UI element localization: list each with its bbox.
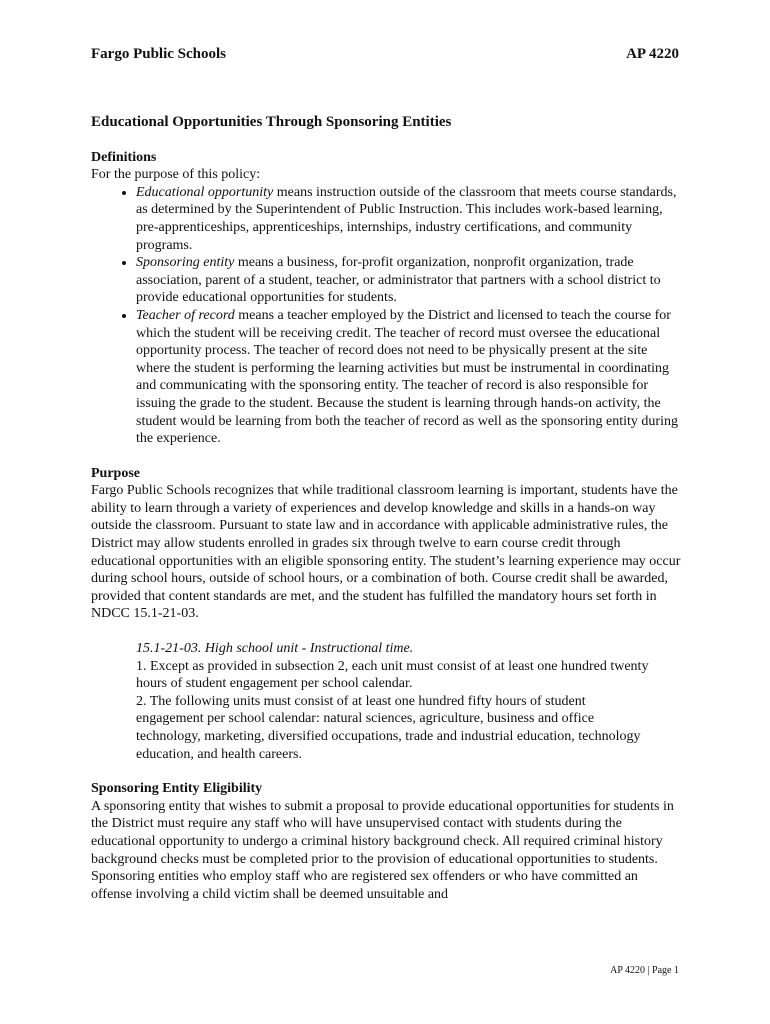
eligibility-paragraph: A sponsoring entity that wishes to submit a proposal to provide educational opportunities for students in the District must require any staff who will have unsupervised contact with students during the educational opportunity to undergo a criminal history background check. All required criminal history background checks must be completed prior to the provision of educational opportunities to students. Sponsoring entities who employ staff who are registered sex offenders or who have committed an offense involving a child victim shall be deemed unsuitable and bbox=[91, 798, 674, 902]
header-organization: Fargo Public Schools bbox=[91, 46, 227, 62]
purpose-heading: Purpose bbox=[91, 465, 140, 481]
definition-text: means a teacher employed by the District and licensed to teach the course for which the student will be receiving credit. The teacher of record must oversee the educational opportunity process. The teacher of record does not need to be physically present at the site where the student is performing the learning activities but must be instrumental in coordinating and communicating with the sponsoring entity. The teacher of record is also responsible for issuing the grade to the student. Because the student is learning through hands-on activity, the student would be learning from both the teacher of record as well as the sponsoring entity during the experience. bbox=[136, 307, 678, 447]
eligibility-heading: Sponsoring Entity Eligibility bbox=[91, 781, 263, 797]
statute-item-1: 1. Except as provided in subsection 2, each unit must consist of at least one hundred twenty hours of student engagement per school calendar. bbox=[136, 658, 649, 692]
statute-item-2: 2. The following units must consist of at least one hundred fifty hours of student engagement per school calendar: natural sciences, agriculture, business and office technology, marketing, diversified occupations, trade and industrial education, technology education, and health careers. bbox=[136, 693, 641, 762]
header-policy-code: AP 4220 bbox=[626, 46, 679, 62]
definitions-heading: Definitions bbox=[91, 149, 157, 165]
page-header bbox=[91, 46, 679, 63]
definitions-list bbox=[91, 184, 681, 448]
definition-term: Teacher of record bbox=[136, 307, 235, 323]
definition-term: Sponsoring entity bbox=[136, 255, 235, 271]
statute-title: 15.1-21-03. High school unit - Instructional time. bbox=[136, 641, 414, 657]
document-body bbox=[91, 114, 681, 903]
definition-text: means a business, for-profit organization, nonprofit organization, trade association, parent of a student, teacher, or administrator that partners with a school district to provide educational opportunities for students. bbox=[136, 255, 661, 306]
list-item bbox=[136, 254, 681, 307]
list-item bbox=[136, 307, 681, 448]
statute-quote bbox=[136, 640, 656, 763]
definition-text: means instruction outside of the classroom that meets course standards, as determined by the Superintendent of Public Instruction. This includes work-based learning, pre-apprenticeships, apprenticeships, internships, industry certifications, and community programs. bbox=[136, 184, 677, 253]
definition-term: Educational opportunity bbox=[136, 184, 274, 200]
list-item bbox=[136, 184, 681, 254]
document-title: Educational Opportunities Through Sponsoring Entities bbox=[91, 114, 452, 130]
page-footer: AP 4220 | Page 1 bbox=[610, 965, 679, 976]
definitions-intro: For the purpose of this policy: bbox=[91, 167, 261, 183]
purpose-paragraph: Fargo Public Schools recognizes that while traditional classroom learning is important, students have the ability to learn through a variety of experiences and develop knowledge and skills in a hands-on way outside the classroom. Pursuant to state law and in accordance with applicable administrative rules, the District may allow students enrolled in grades six through twelve to earn course credit through educational opportunities with an eligible sponsoring entity. The student’s learning experience may occur during school hours, outside of school hours, or a combination of both. Course credit shall be awarded, provided that content standards are met, and the student has fulfilled the mandatory hours set forth in NDCC 15.1-21-03. bbox=[91, 483, 681, 622]
